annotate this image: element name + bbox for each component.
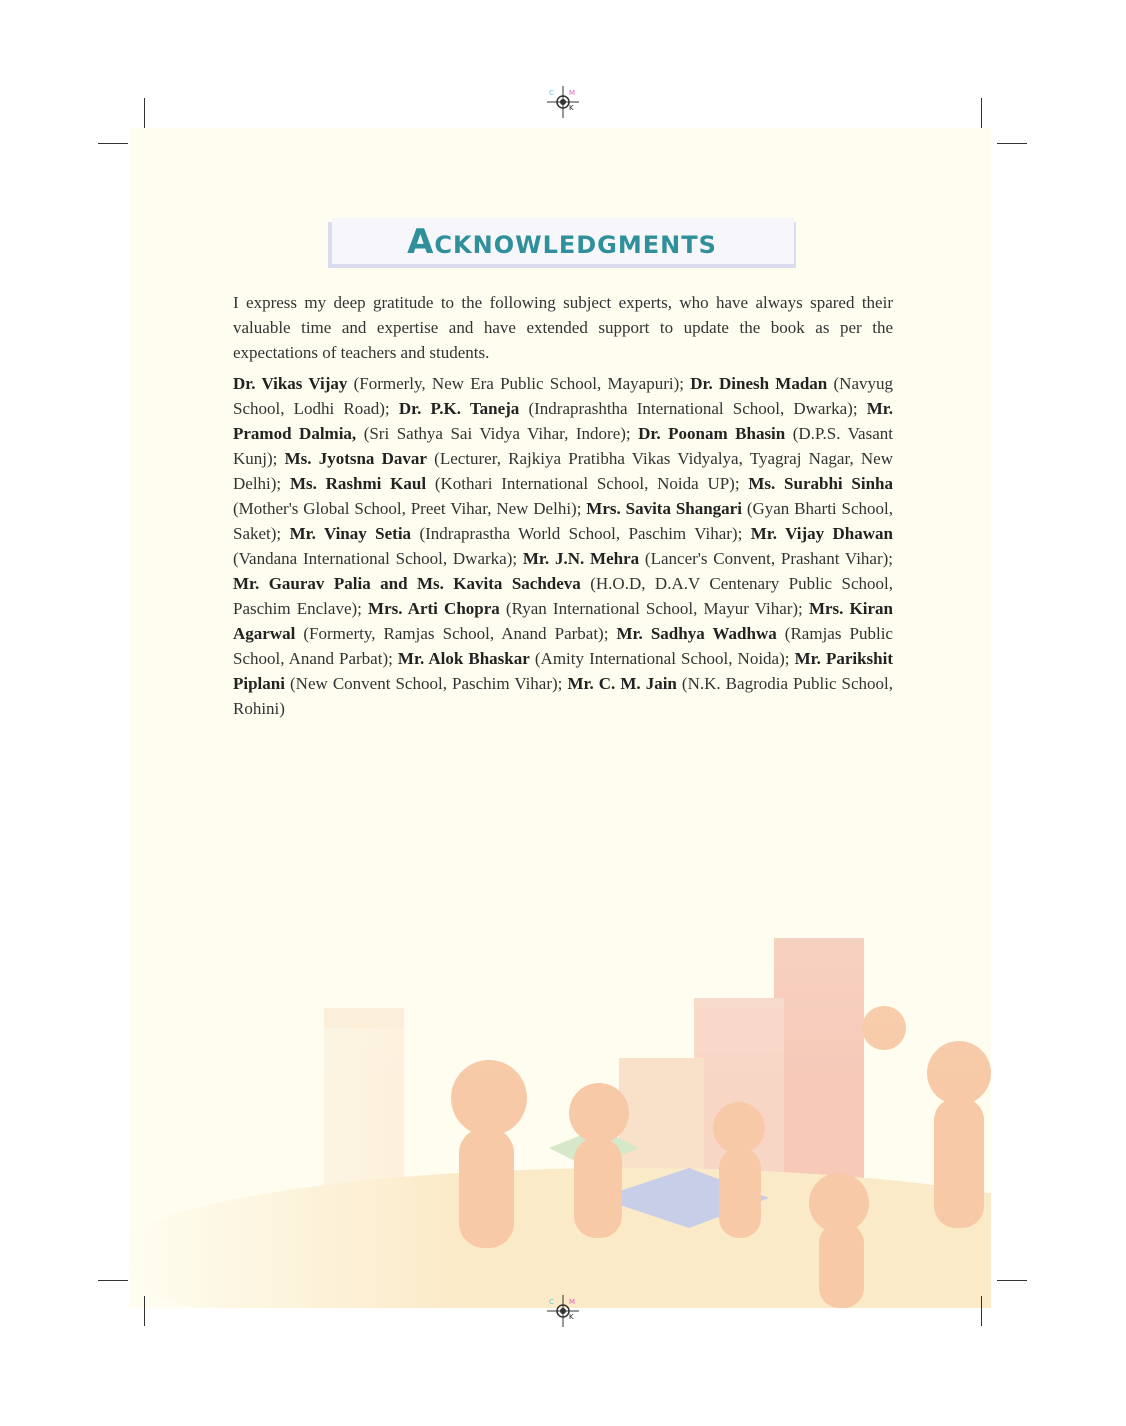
crop-mark <box>981 98 982 128</box>
page-title: Acknowledgments <box>407 222 717 262</box>
contributor-name: Mr. Gaurav Palia and Ms. Kavita Sachdeva <box>233 574 581 593</box>
crop-mark <box>144 98 145 128</box>
contributor-affiliation: (Ramjas Public School, Anand Parbat); <box>233 624 893 668</box>
contributor-affiliation: (New Convent School, Paschim Vihar); <box>284 674 568 693</box>
reg-m: M <box>569 1298 576 1306</box>
contributor-name: Mr. Vijay Dhawan <box>750 524 893 543</box>
contributor-affiliation: (Ryan International School, Mayur Vihar); <box>499 599 809 618</box>
contributor-name: Dr. Dinesh Madan <box>690 374 828 393</box>
reg-k: K <box>569 104 574 112</box>
reg-c: C <box>549 89 554 97</box>
contributor-affiliation: (Indraprastha World School, Paschim Vihar); <box>411 524 751 543</box>
contributor-affiliation: (Lancer's Convent, Prashant Vihar); <box>639 549 894 568</box>
contributor-affiliation: (Kothari International School, Noida UP); <box>426 474 749 493</box>
contributor-affiliation: (D.P.S. Vasant Kunj); <box>233 424 893 468</box>
contributor-affiliation: (Sri Sathya Sai Vidya Vihar, Indore); <box>356 424 639 443</box>
contributor-name: Mrs. Kiran Agarwal <box>233 599 893 643</box>
crop-mark <box>981 1296 982 1326</box>
contributor-affiliation: (Gyan Bharti School, Saket); <box>233 499 893 543</box>
title-banner <box>328 218 796 268</box>
contributor-affiliation: (Lecturer, Rajkiya Pratibha Vikas Vidyalya, Tyagraj Nagar, New Delhi); <box>233 449 894 493</box>
registration-mark-icon <box>545 84 581 124</box>
crop-mark <box>98 1280 128 1281</box>
contributor-name: Ms. Rashmi Kaul <box>289 474 427 493</box>
crop-mark <box>98 143 128 144</box>
contributor-name: Dr. Vikas Vijay <box>233 374 348 393</box>
contributor-name: Mrs. Arti Chopra <box>368 599 500 618</box>
contributor-affiliation: (Mother's Global School, Preet Vihar, New Delhi); <box>233 499 587 518</box>
contributor-name: Mr. Pramod Dalmia, <box>233 399 893 443</box>
intro-paragraph: I express my deep gratitude to the following subject experts, who have always spared their valuable time and expertise and have extended support to update the book as per the expectations of teachers and students. <box>233 293 893 362</box>
contributor-name: Mr. Parikshit Piplani <box>233 649 894 693</box>
contributor-affiliation: (Formerty, Ramjas School, Anand Parbat); <box>295 624 617 643</box>
contributor-name: Ms. Surabhi Sinha <box>748 474 893 493</box>
contributor-name: Mr. Alok Bhaskar <box>397 649 530 668</box>
reg-m: M <box>569 89 576 97</box>
reg-c: C <box>549 1298 554 1306</box>
crop-mark <box>144 1296 145 1326</box>
contributor-name: Mr. J.N. Mehra <box>522 549 640 568</box>
contributor-affiliation: (Amity International School, Noida); <box>529 649 795 668</box>
contributor-name: Dr. P.K. Taneja <box>398 399 520 418</box>
contributor-affiliation: (Indraprashtha International School, Dwarka); <box>519 399 867 418</box>
contributor-name: Mr. Sadhya Wadhwa <box>616 624 777 643</box>
acknowledgment-body <box>233 290 893 727</box>
contributor-name: Ms. Jyotsna Davar <box>284 449 427 468</box>
contributors-paragraph <box>233 371 893 721</box>
contributor-name: Mr. Vinay Setia <box>289 524 412 543</box>
crop-mark <box>997 143 1027 144</box>
contributor-affiliation: (Navyug School, Lodhi Road); <box>233 374 893 418</box>
registration-mark-icon <box>545 1293 581 1333</box>
contributor-affiliation: (N.K. Bagrodia Public School, Rohini) <box>233 674 894 718</box>
crop-mark <box>997 1280 1027 1281</box>
contributor-name: Dr. Poonam Bhasin <box>638 424 786 443</box>
contributor-affiliation: (H.O.D, D.A.V Centenary Public School, Paschim Enclave); <box>233 574 894 618</box>
contributor-affiliation: (Formerly, New Era Public School, Mayapuri); <box>347 374 691 393</box>
contributor-name: Mr. C. M. Jain <box>567 674 677 693</box>
reg-k: K <box>569 1313 574 1321</box>
contributor-name: Mrs. Savita Shangari <box>586 499 742 518</box>
contributor-affiliation: (Vandana International School, Dwarka); <box>233 549 523 568</box>
